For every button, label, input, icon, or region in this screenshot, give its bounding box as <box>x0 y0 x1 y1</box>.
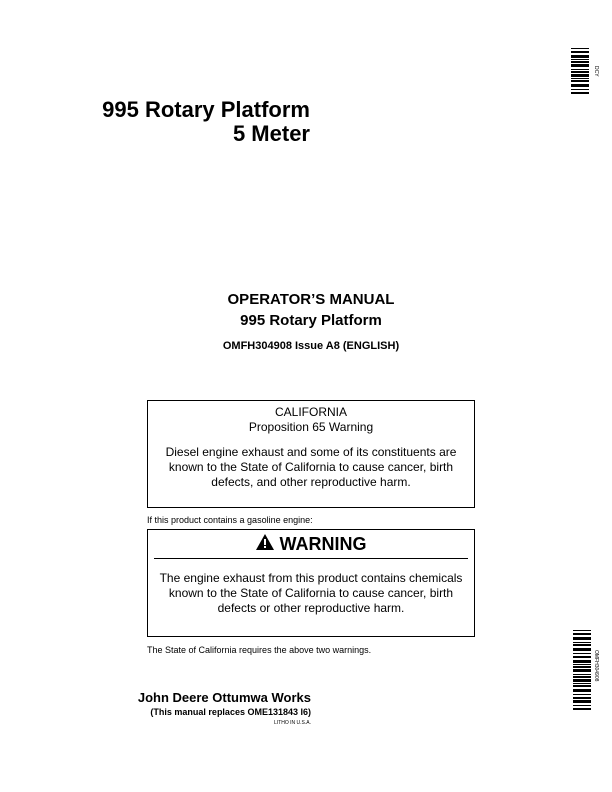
bottom-barcode <box>573 630 591 716</box>
manual-heading: OPERATOR’S MANUAL <box>227 291 395 308</box>
proposition-label: Proposition 65 Warning <box>248 420 374 434</box>
warning-text: The engine exhaust from this product contains chemicals known to the State of California to cause cancer, birth defects or other reproductive harm. <box>159 571 463 615</box>
warning-header <box>154 530 468 559</box>
requires-warnings-note: The State of California requires the above two warnings. <box>147 645 372 655</box>
warning-title: WARNING <box>279 533 367 554</box>
manual-id-line: OMFH304908 Issue A8 (ENGLISH) <box>222 340 400 352</box>
document-title-line2: 5 Meter <box>232 121 310 146</box>
warning-box <box>147 529 475 637</box>
california-state-label: CALIFORNIA <box>274 405 347 419</box>
warning-triangle-icon <box>256 534 274 555</box>
gasoline-engine-note: If this product contains a gasoline engine: <box>147 515 313 525</box>
top-barcode-label: DCY <box>593 66 599 77</box>
california-warning-text: Diesel engine exhaust and some of its constituents are known to the State of California to cause cancer, birth defects, and other reproductive harm. <box>165 445 457 489</box>
litho-label: LITHO IN U.S.A. <box>274 720 311 726</box>
bottom-barcode-label: OMFH304908 <box>593 650 599 682</box>
publisher-name: John Deere Ottumwa Works <box>137 690 311 705</box>
california-prop65-box <box>147 400 475 508</box>
document-title-line1: 995 Rotary Platform <box>102 97 310 122</box>
manual-subheading: 995 Rotary Platform <box>240 312 382 329</box>
top-barcode <box>571 48 589 100</box>
replaces-note: (This manual replaces OME131843 I6) <box>150 707 311 717</box>
